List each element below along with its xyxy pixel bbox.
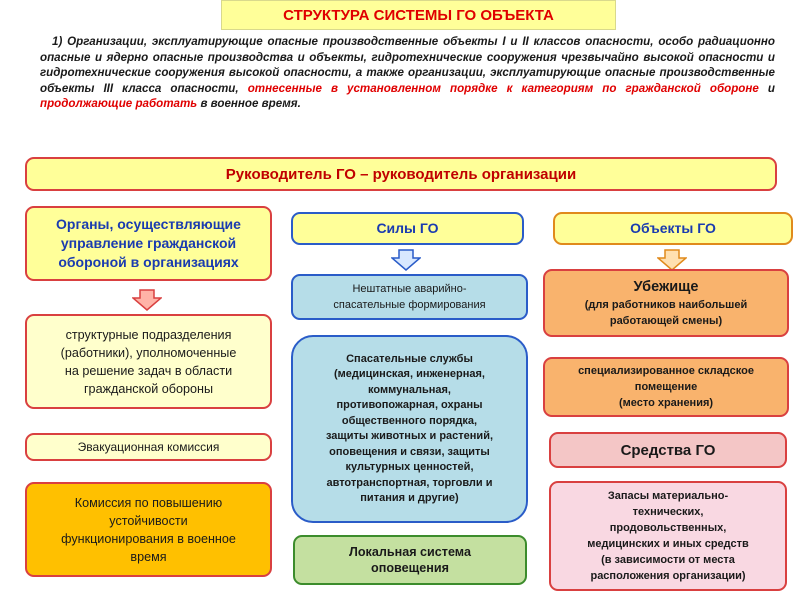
down-arrow-icon	[132, 289, 162, 311]
nonstandard-formations-box: Нештатные аварийно- спасательные формирования	[291, 274, 528, 320]
intro-text-main: 1) Организации, эксплуатирующие опасные производственные объекты I и II классов опасности, особо радиационно опасные и ядерно опасные производства и объекты, гидротехнические сооружения чрезвычайно высокой опасности и гидротехнические сооружения высокой опасности, а также организации, эксплуатирующие опасные производственные объекты III класса опасности,	[40, 35, 775, 95]
organs-header: Органы, осуществляющие управление гражданской обороной в организациях	[25, 206, 272, 281]
intro-connector: и	[767, 81, 775, 95]
shelter-box	[543, 269, 789, 337]
objects-header: Объекты ГО	[553, 212, 793, 245]
rescue-services-box: Спасательные службы (медицинская, инженерная, коммунальная, противопожарная, охраны общественного порядка, защиты животных и растений, оповещения и связи, защиты культурных ценностей, автотранспортная, торговли и питания и другие)	[291, 335, 528, 523]
reserves-box: Запасы материально- технических, продовольственных, медицинских и иных средств (в зависимости от места расположения организации)	[549, 481, 787, 591]
intro-paragraph	[40, 34, 775, 112]
shelter-title: Убежище	[633, 278, 699, 295]
intro-accent-working: продолжающие работать	[40, 97, 198, 110]
forces-header: Силы ГО	[291, 212, 524, 245]
intro-accent-category: отнесенные в установленном порядке к категориям по гражданской обороне	[247, 81, 759, 95]
intro-text-end: в военное время.	[200, 97, 301, 110]
structural-units-box: структурные подразделения (работники), уполномоченные на решение задач в области гражданской обороны	[25, 314, 272, 409]
civil-defense-means-box: Средства ГО	[549, 432, 787, 468]
local-alert-system-box: Локальная система оповещения	[293, 535, 527, 585]
stability-commission-box: Комиссия по повышению устойчивости функционирования в военное время	[25, 482, 272, 577]
leader-box: Руководитель ГО – руководитель организации	[25, 157, 777, 191]
down-arrow-icon	[391, 249, 421, 271]
slide-title: СТРУКТУРА СИСТЕМЫ ГО ОБЪЕКТА	[221, 0, 616, 30]
evacuation-commission-box: Эвакуационная комиссия	[25, 433, 272, 461]
storage-box: специализированное складское помещение (место хранения)	[543, 357, 789, 417]
down-arrow-icon	[657, 249, 687, 271]
shelter-note: (для работников наибольшей работающей смены)	[584, 298, 748, 327]
